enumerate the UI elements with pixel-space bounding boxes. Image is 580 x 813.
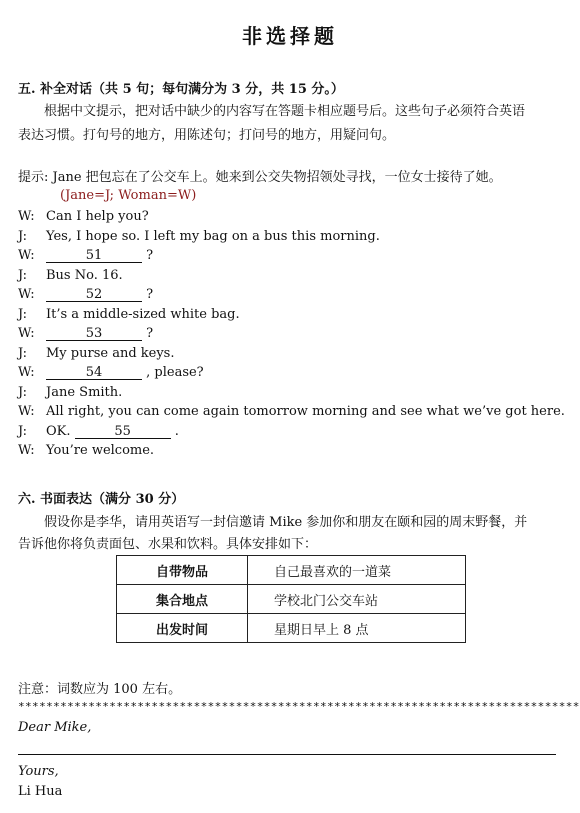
- section-5-instruction-2: 表达习惯。打句号的地方，用陈述句；打问号的地方，用疑问句。: [18, 128, 396, 143]
- table-key: 集合地点: [117, 585, 248, 614]
- letter-greeting: Dear Mike,: [18, 720, 92, 735]
- dialogue-line: [46, 404, 565, 419]
- dialogue-punctuation: .: [170, 424, 179, 439]
- dialogue-hint: 提示: Jane 把包忘在了公交车上。她来到公交失物招领处寻找，一位女士接待了她。: [18, 170, 502, 185]
- dialogue-line: [46, 365, 204, 380]
- table-row: [117, 556, 466, 585]
- table-value: 星期日早上 8 点: [248, 614, 466, 643]
- table-row: [117, 585, 466, 614]
- answer-blank[interactable]: 55: [75, 425, 171, 439]
- letter-closing: Yours,: [18, 764, 59, 779]
- section-6-heading: 六. 书面表达（满分 30 分）: [18, 492, 185, 507]
- dialogue-line: [46, 326, 153, 341]
- dialogue-punctuation: ?: [142, 248, 154, 263]
- table-value: 学校北门公交车站: [248, 585, 466, 614]
- answer-blank[interactable]: 54: [46, 366, 142, 380]
- dialogue-speaker: W:: [18, 248, 35, 263]
- dialogue-speaker: J:: [18, 424, 28, 439]
- dialogue-text: OK.: [46, 424, 71, 439]
- dialogue-speaker: W:: [18, 209, 35, 224]
- dialogue-text: Can I help you?: [46, 209, 149, 224]
- dialogue-line: [46, 443, 154, 458]
- dialogue-speaker: J:: [18, 346, 28, 361]
- letter-signature: Li Hua: [18, 784, 63, 799]
- dialogue-text: All right, you can come again tomorrow morning and see what we’ve got here.: [46, 404, 565, 419]
- section-6-prompt-1: 假设你是李华，请用英语写一封信邀请 Mike 参加你和朋友在颐和园的周末野餐，并: [44, 515, 528, 530]
- dialogue-speaker: W:: [18, 365, 35, 380]
- dialogue-text: Yes, I hope so. I left my bag on a bus this morning.: [46, 229, 380, 244]
- section-5-instruction-1: 根据中文提示，把对话中缺少的内容写在答题卡相应题号后。这些句子必须符合英语: [44, 104, 526, 119]
- table-key: 出发时间: [117, 614, 248, 643]
- dialogue-text: Jane Smith.: [46, 385, 123, 400]
- dialogue-text: Bus No. 16.: [46, 268, 123, 283]
- dialogue-line: [46, 287, 153, 302]
- answer-blank[interactable]: 52: [46, 288, 142, 302]
- dialogue-line: [46, 307, 240, 322]
- table-key: 自带物品: [117, 556, 248, 585]
- section-5-heading: 五. 补全对话（共 5 句；每句满分为 3 分，共 15 分。）: [18, 82, 344, 97]
- dialogue-speaker: J:: [18, 307, 28, 322]
- dialogue-line: [46, 229, 380, 244]
- dialogue-punctuation: , please?: [142, 365, 204, 380]
- dialogue-line: [46, 209, 149, 224]
- dialogue-punctuation: ?: [142, 287, 154, 302]
- dialogue-speaker: W:: [18, 443, 35, 458]
- dialogue-speaker: J:: [18, 229, 28, 244]
- writing-line: [18, 754, 556, 755]
- dialogue-line: [46, 346, 175, 361]
- dialogue-line: [46, 385, 122, 400]
- dialogue-text: You’re welcome.: [46, 443, 155, 458]
- dialogue-line: [46, 268, 123, 283]
- section-6-prompt-2: 告诉他你将负责面包、水果和饮料。具体安排如下：: [18, 537, 318, 552]
- role-legend: (Jane=J; Woman=W): [60, 188, 197, 203]
- dialogue-text: My purse and keys.: [46, 346, 175, 361]
- dialogue-punctuation: ?: [142, 326, 154, 341]
- dialogue-text: It’s a middle-sized white bag.: [46, 307, 240, 322]
- dialogue-line: [46, 248, 153, 263]
- answer-blank[interactable]: 53: [46, 327, 142, 341]
- dialogue-speaker: W:: [18, 326, 35, 341]
- divider: ********************************************************************************: [18, 700, 580, 713]
- dialogue-speaker: W:: [18, 404, 35, 419]
- dialogue-speaker: J:: [18, 385, 28, 400]
- table-value: 自己最喜欢的一道菜: [248, 556, 466, 585]
- answer-blank[interactable]: 51: [46, 249, 142, 263]
- arrangement-table: [116, 555, 466, 643]
- word-count-note: 注意：词数应为 100 左右。: [18, 682, 182, 697]
- dialogue-speaker: W:: [18, 287, 35, 302]
- dialogue-speaker: J:: [18, 268, 28, 283]
- dialogue-line: [46, 424, 179, 439]
- page-title: 非选择题: [242, 24, 338, 48]
- table-row: [117, 614, 466, 643]
